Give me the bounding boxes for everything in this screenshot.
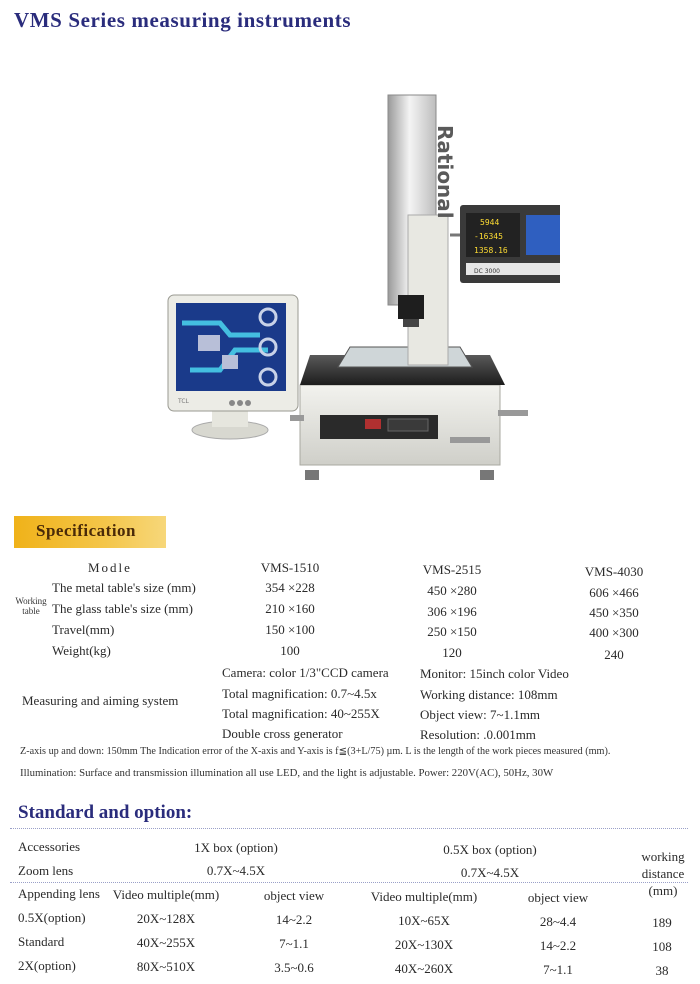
table-cell: 108 (652, 939, 672, 954)
col-video-multiple-05x: Video multiple(mm) (370, 889, 478, 904)
table-cell: 14~2.2 (539, 938, 577, 953)
spec-row-label: The glass table's size (mm) (52, 601, 193, 616)
measuring-spec: Total magnification: 40~255X (222, 706, 380, 721)
spec-cell: 250 ×150 (427, 624, 477, 639)
spec-cell: 450 ×280 (427, 583, 477, 598)
table-row-label: 0.5X(option) (18, 910, 86, 925)
box-05x-option: 0.5X box (option) (443, 842, 537, 857)
table-cell: 20X~130X (394, 937, 454, 952)
spec-cell: 306 ×196 (427, 604, 477, 619)
dro-readout-y: -16345 (474, 232, 503, 241)
measuring-spec: Object view: 7~1.1mm (420, 707, 541, 722)
appending-lens-label: Appending lens (18, 886, 100, 901)
table-cell: 7~1.1 (543, 962, 573, 977)
divider (10, 828, 688, 829)
table-cell: 189 (652, 915, 672, 930)
page-title: VMS Series measuring instruments (14, 8, 352, 32)
col-object-view-05x: object view (527, 890, 589, 905)
spec-cell: 354 ×228 (265, 580, 315, 595)
monitor-brand: TCL (178, 398, 189, 405)
zoom-1x: 0.7X~4.5X (206, 863, 266, 878)
product-illustration (160, 85, 560, 505)
standard-option-heading: Standard and option: (18, 802, 193, 823)
spec-cell: 606 ×466 (589, 585, 639, 600)
spec-cell: 400 ×300 (589, 625, 639, 640)
col-video-multiple-1x: Video multiple(mm) (112, 887, 220, 902)
table-cell: 38 (655, 963, 669, 978)
spec-note-accuracy: Z-axis up and down: 150mm The Indication error of the X-axis and Y-axis is f≦(3+L/75) µm. L is the length of the work pieces measured (mm). (20, 746, 611, 757)
model-vms-1510: VMS-1510 (260, 560, 320, 575)
measuring-spec: Total magnification: 0.7~4.5x (222, 686, 377, 701)
table-cell: 7~1.1 (279, 936, 309, 951)
dro-readout-x: 5944 (480, 218, 500, 227)
spec-row-label: The metal table's size (mm) (52, 580, 196, 595)
measuring-spec: Working distance: 108mm (420, 687, 558, 702)
model-header-label: Modle (88, 560, 132, 575)
table-cell: 20X~128X (136, 911, 196, 926)
table-cell: 28~4.4 (539, 914, 577, 929)
table-cell: 3.5~0.6 (274, 960, 314, 975)
spec-row-label: Travel(mm) (52, 622, 115, 637)
table-row-label: Standard (18, 934, 65, 949)
model-vms-4030: VMS-4030 (584, 564, 644, 579)
divider (10, 882, 688, 883)
working-table-label: Working table (15, 596, 47, 616)
model-vms-2515: VMS-2515 (422, 562, 482, 577)
accessories-label: Accessories (18, 839, 81, 854)
brand-text: Rational (433, 125, 457, 219)
dro-readout-z: 1358.16 (474, 246, 508, 255)
measuring-spec: Double cross generator (222, 726, 343, 741)
spec-cell: 240 (604, 647, 624, 662)
col-object-view-1x: object view (263, 888, 325, 903)
measuring-system-label: Measuring and aiming system (22, 693, 179, 708)
table-cell: 10X~65X (398, 913, 450, 928)
spec-cell: 120 (442, 645, 462, 660)
spec-cell: 150 ×100 (265, 622, 315, 637)
monitor-graphic (168, 295, 298, 439)
table-cell: 40X~255X (136, 935, 196, 950)
table-row-label: 2X(option) (18, 958, 76, 973)
measuring-spec: Resolution: .0.001mm (420, 727, 536, 742)
spec-cell: 450 ×350 (589, 605, 639, 620)
working-distance-header: working distance (mm) (641, 849, 685, 898)
table-cell: 80X~510X (136, 959, 196, 974)
spec-cell: 100 (280, 643, 300, 658)
zoom-lens-label: Zoom lens (18, 863, 74, 878)
spec-cell: 210 ×160 (265, 601, 315, 616)
table-cell: 40X~260X (394, 961, 454, 976)
spec-note-illumination: Illumination: Surface and transmission illumination all use LED, and the light is adjustable. Power: 220V(AC), 50Hz, 30W (20, 767, 554, 779)
zoom-05x: 0.7X~4.5X (460, 865, 520, 880)
measuring-spec: Camera: color 1/3"CCD camera (222, 665, 389, 680)
dro-model: DC 3000 (474, 268, 500, 275)
box-1x-option: 1X box (option) (194, 840, 278, 855)
measuring-spec: Monitor: 15inch color Video (420, 666, 569, 681)
specification-heading: Specification (36, 521, 136, 540)
table-cell: 14~2.2 (275, 912, 313, 927)
spec-row-label: Weight(kg) (52, 643, 111, 658)
